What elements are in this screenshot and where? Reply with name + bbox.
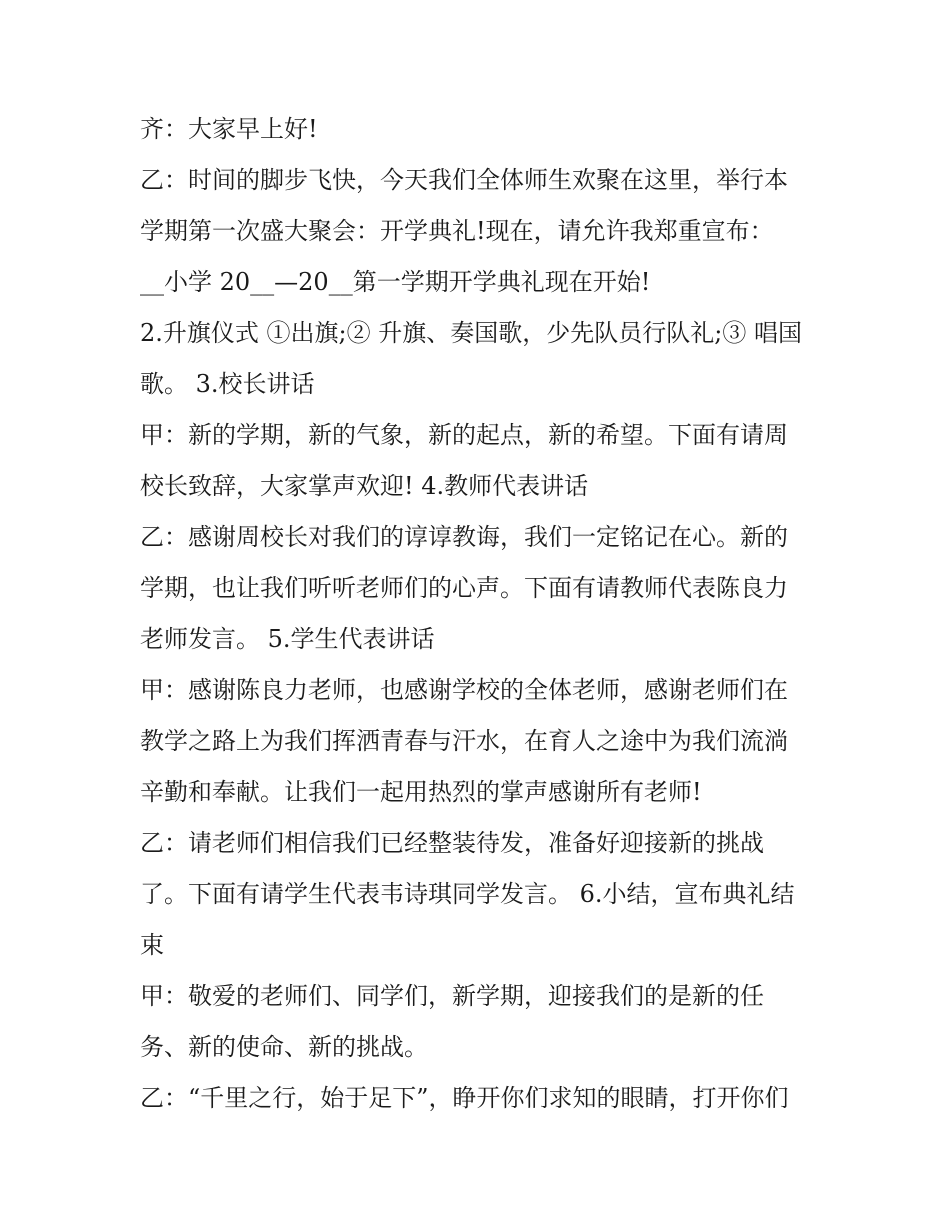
text-line: 乙：“千里之行，始于足下”，睁开你们求知的眼睛，打开你们 (140, 1084, 789, 1112)
text-line: 了。下面有请学生代表韦诗琪同学发言。 6.小结，宣布典礼结 (140, 880, 795, 908)
document-page (140, 104, 820, 1124)
text-line: 教学之路上为我们挥洒青春与汗水，在育人之途中为我们流淌 (140, 727, 788, 755)
text-line: 乙：时间的脚步飞快，今天我们全体师生欢聚在这里，举行本 (140, 166, 788, 194)
text-line: 束 (140, 931, 164, 959)
text-line: 学期第一次盛大聚会：开学典礼!现在，请允许我郑重宣布： (140, 217, 774, 245)
text-line: 甲：敬爱的老师们、同学们，新学期，迎接我们的是新的任 (140, 982, 764, 1010)
text-line: 歌。 3.校长讲话 (140, 370, 315, 398)
text-line: 乙：感谢周校长对我们的谆谆教诲，我们一定铭记在心。新的 (140, 523, 788, 551)
text-line: 务、新的使命、新的挑战。 (140, 1033, 428, 1061)
text-line: 校长致辞，大家掌声欢迎! 4.教师代表讲话 (140, 472, 589, 500)
text-line: 甲：感谢陈良力老师，也感谢学校的全体老师，感谢老师们在 (140, 676, 788, 704)
text-line: 甲：新的学期，新的气象，新的起点，新的希望。下面有请周 (140, 421, 788, 449)
text-line: 齐：大家早上好! (140, 115, 318, 143)
text-line: 老师发言。 5.学生代表讲话 (140, 625, 435, 653)
text-line: 学期，也让我们听听老师们的心声。下面有请教师代表陈良力 (140, 574, 788, 602)
text-line: 乙：请老师们相信我们已经整装待发，准备好迎接新的挑战 (140, 829, 764, 857)
text-line: 2.升旗仪式 ①出旗;② 升旗、奏国歌，少先队员行队礼;③ 唱国 (140, 319, 802, 347)
text-line: __小学 20__—20__第一学期开学典礼现在开始! (140, 268, 651, 296)
text-line: 辛勤和奉献。让我们一起用热烈的掌声感谢所有老师! (140, 778, 702, 806)
